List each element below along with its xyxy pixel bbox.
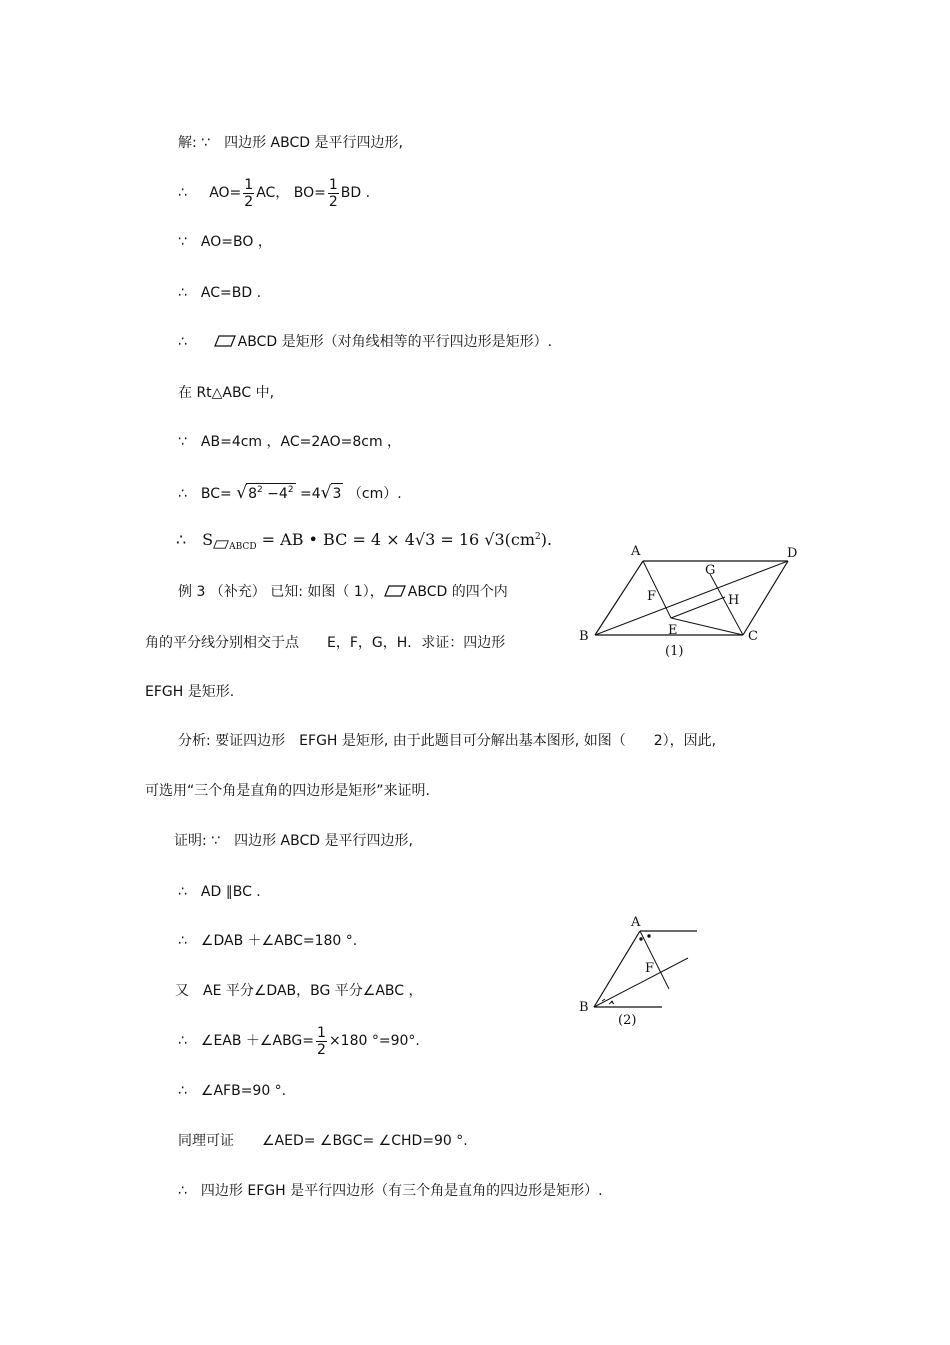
proof-line-1: 证明: ∵ 四边形 ABCD 是平行四边形, bbox=[174, 833, 413, 849]
fig2-caption: (2) bbox=[618, 1013, 637, 1028]
fraction-half: $\frac{1}{2}$ bbox=[244, 176, 254, 210]
fig1-label-c: C bbox=[748, 629, 758, 644]
solution-line-7: ∵ AB=4cm ，AC=2AO=8cm ， bbox=[178, 434, 402, 450]
parallelogram-icon bbox=[214, 335, 236, 347]
fig1-label-a: A bbox=[631, 544, 641, 559]
fraction-half: $\frac{1}{2}$ bbox=[328, 176, 338, 210]
proof-line-7: 同理可证 ∠AED= ∠BGC= ∠CHD=90 °. bbox=[178, 1133, 468, 1149]
solution-line-3: ∵ AO=BO ， bbox=[178, 234, 272, 250]
solution-line-6: 在 Rt△ABC 中, bbox=[178, 385, 275, 401]
fig1-label-h: H bbox=[728, 593, 740, 608]
example3-line-1: 例 3 （补充） 已知: 如图（ 1）， ABCD 的四个内 bbox=[178, 584, 508, 600]
fig1-label-e: E bbox=[668, 623, 678, 638]
fig2-label-a: A bbox=[631, 915, 641, 930]
parallelogram-icon bbox=[213, 540, 229, 549]
figure-2-angle-bisectors bbox=[570, 908, 710, 1033]
proof-line-2: ∴ AD ∥BC . bbox=[178, 884, 261, 900]
fig2-label-b: B bbox=[579, 1000, 589, 1015]
proof-line-3: ∴ ∠DAB ＋∠ABC=180 °. bbox=[178, 933, 358, 949]
proof-line-5: ∴ ∠EAB ＋∠ABG= $\frac{1}{2}$ ×180 °=90°. bbox=[178, 1024, 420, 1058]
solution-line-5: ∴ ABCD 是矩形（对角线相等的平行四边形是矩形）. bbox=[178, 334, 553, 350]
solution-line-9: ∴ S $_{ABCD}$ = AB • BC = 4 × 4√3 = 16 $√3(cm^2)$. bbox=[176, 530, 553, 552]
proof-line-6: ∴ ∠AFB=90 °. bbox=[178, 1083, 287, 1099]
example3-line-2: 角的平分线分别相交于点 E，F，G，H．求证：四边形 bbox=[145, 635, 506, 651]
fraction-half: $\frac{1}{2}$ bbox=[317, 1024, 326, 1058]
proof-line-8: ∴ 四边形 EFGH 是平行四边形（有三个角是直角的四边形是矩形）. bbox=[178, 1183, 603, 1199]
example3-line-3: EFGH 是矩形. bbox=[145, 684, 235, 700]
solution-line-2: ∴ AO= $\frac{1}{2}$ AC， BO= $\frac{1}{2}$ BD . bbox=[178, 176, 371, 210]
solution-line-1: 解: ∵ 四边形 ABCD 是平行四边形, bbox=[178, 135, 403, 151]
analysis-line-2: 可选用“三个角是直角的四边形是矩形”来证明. bbox=[145, 783, 430, 799]
figure-1-parallelogram bbox=[575, 540, 805, 660]
fig1-label-b: B bbox=[579, 629, 589, 644]
fig1-label-f: F bbox=[647, 589, 657, 604]
fig1-caption: (1) bbox=[665, 644, 684, 659]
analysis-line-1: 分析: 要证四边形 EFGH 是矩形, 由于此题目可分解出基本图形, 如图（ 2），因此, bbox=[178, 733, 717, 749]
fig2-label-f: F bbox=[645, 961, 655, 976]
fig1-label-d: D bbox=[787, 546, 798, 561]
solution-line-4: ∴ AC=BD . bbox=[178, 285, 262, 301]
parallelogram-icon bbox=[384, 585, 406, 597]
fig1-label-g: G bbox=[705, 563, 716, 578]
solution-line-8: ∴ $BC= √8^2 -4^2 =4√3$ （cm）. bbox=[178, 483, 402, 503]
proof-line-4: 又 AE 平分∠DAB，BG 平分∠ABC ， bbox=[175, 983, 423, 999]
